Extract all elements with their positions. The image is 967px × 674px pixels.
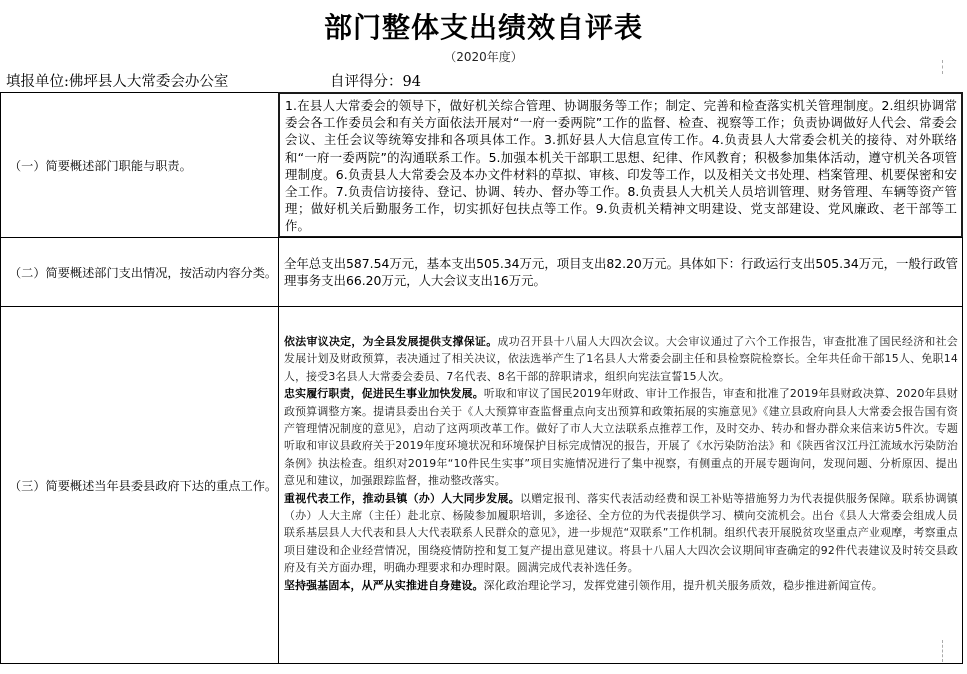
paragraph-lead: 依法审议决定，为全县发展提供支撑保证。 (284, 335, 498, 348)
row-content-cell[interactable] (278, 306, 963, 664)
row-content-cell[interactable]: 全年总支出587.54万元，基本支出505.34万元，项目支出82.20万元。具体如下：行政运行支出505.34万元，一般行政管理事务支出66.20万元，人大会议支出16万元。 (278, 237, 963, 307)
paragraph (284, 333, 958, 385)
page-break-marker (942, 60, 943, 74)
table-row-key-work (0, 306, 963, 664)
paragraph (284, 490, 958, 577)
table-row-duties (0, 92, 963, 238)
paragraph (284, 385, 958, 489)
paragraph-lead: 坚持强基固本，从严从实推进自身建设。 (284, 578, 484, 592)
paragraph (284, 577, 958, 594)
row-content-cell[interactable]: 1.在县人大常委会的领导下，做好机关综合管理、协调服务等工作；制定、完善和检查落实机关管理制度。2.组织协调常委会各工作委员会和有关方面依法开展对“一府一委两院”工作的监督、检查、视察等工作；负责协调做好人代会、常委会会议、主任会议等统筹安排和各项具体工作。3.抓好县人大信息宣传工作。4.负责县人大常委会机关的接待、对外联络和“一府一委两院”的沟通联系工作。5.加强本机关干部职工思想、纪律、作风教育；积极参加集体活动，遵守机关各项管理制度。6.负责县人大常委会及本办文件材料的草拟、审核、印发等工作，以及相关文书处理、档案管理、机要保密和安全工作。7.负责信访接待、登记、协调、转办、督办等工作。8.负责县人大机关人员培训管理、财务管理、车辆等资产管理；做好机关后勤服务工作，切实抓好包扶点等工作。9.负责机关精神文明建设、党支部建设、党风廉政、老干部等工作。 (278, 92, 963, 238)
paragraph-text: 成功召开县十八届人大四次会议。大会审议通过了六个工作报告，审查批准了国民经济和社会发展计划及财政预算，表决通过了相关决议，依法选举产生了1名县人大常委会副主任和县检察院检察长。全年共任命干部15人、免职14人，接受3名县人大常委会委员、7名代表、8名干部的辞职请求，组织向宪法宣誓15人次。 (284, 335, 958, 383)
paragraph-text: 以赠定报刊、落实代表活动经费和误工补贴等措施努力为代表提供服务保障。联系协调镇（办）人大主席（主任）赴北京、杨陵参加履职培训，多途径、全方位的为代表提供学习、横向交流机会。出台《县人大常委会组成人员联系基层县人大代表和县人大代表联系人民群众的意见》，进一步规范“双联系”工作机制。组织代表开展脱贫攻坚重点产业观摩，考察重点项目建设和企业经营情况，围绕疫情防控和复工复产提出意见建议。将县十八届人大四次会议期间审查确定的92件代表建议及时转交县政府及有关方面办理，明确办理要求和办理时限。圆满完成代表补选任务。 (284, 491, 958, 575)
reporting-unit: 填报单位:佛坪县人大常委会办公室 (6, 74, 229, 90)
paragraph-text: 听取和审议了国民2019年财政、审计工作报告，审查和批准了2019年县财政决算、2020年县财政预算调整方案。提请县委出台关于《人大预算审查监督重点向支出预算和政策拓展的实施意见》《建立县政府向县人大常委会报告国有资产管理情况制度的意见》，启动了这两项改革工作。做好了市人大立法联系点推荐工作，及时交办、转办和督办群众来信来访5件次。专题听取和审议县政府关于2019年度环境状况和环境保护目标完成情况的报告，开展了《水污染防治法》和《陕西省汉江丹江流域水污染防治条例》执法检查。组织对2019年“10件民生实事”项目实施情况进行了集中视察，有侧重点的开展专题询问，发现问题、分析原因、提出意见和建议，加强跟踪监督，推动整改落实。 (284, 387, 958, 488)
row-label: （三）简要概述当年县委县政府下达的重点工作。 (0, 306, 278, 664)
paragraph-lead: 重视代表工作，推动县镇（办）人大同步发展。 (284, 491, 520, 505)
page-title: 部门整体支出绩效自评表 (323, 11, 643, 44)
row-label: （一）简要概述部门职能与职责。 (0, 92, 278, 238)
report-year: （2020年度） (444, 50, 523, 64)
row-label: （二）简要概述部门支出情况，按活动内容分类。 (0, 237, 278, 307)
paragraph-text: 深化政治理论学习，发挥党建引领作用，提升机关服务质效，稳步推进新闻宣传。 (483, 578, 883, 592)
paragraph-lead: 忠实履行职责，促进民生事业加快发展。 (284, 387, 484, 401)
self-evaluation-score: 自评得分：94 (330, 74, 421, 90)
table-row-expenditure (0, 237, 963, 307)
